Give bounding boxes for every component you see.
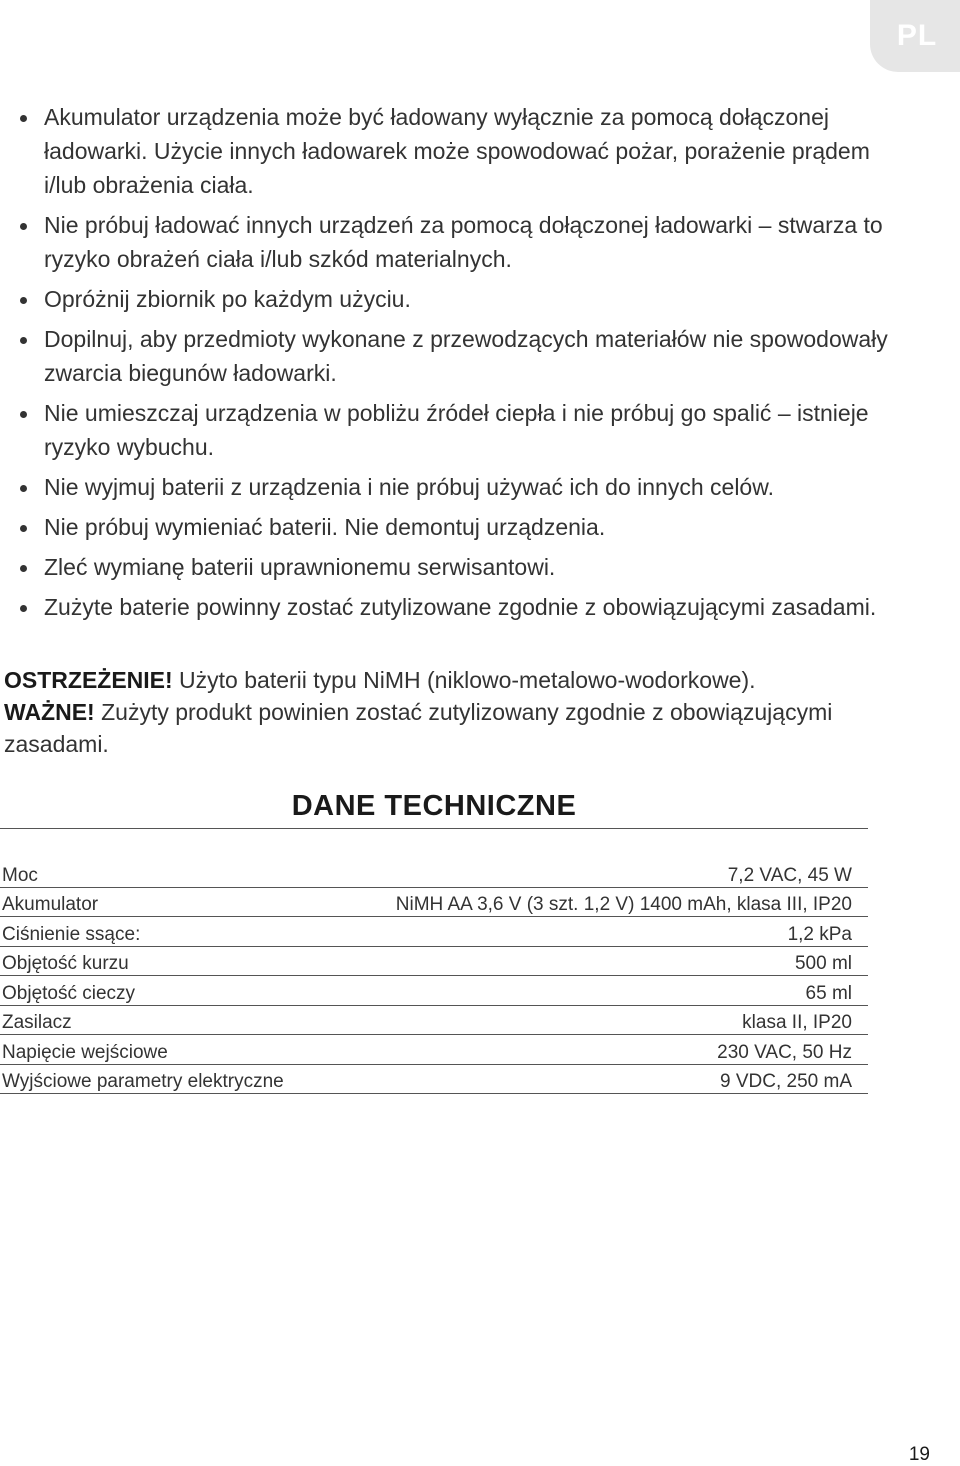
bullet-item xyxy=(0,322,900,390)
spec-label: Napięcie wejściowe xyxy=(2,1041,168,1063)
bullet-text: Akumulator urządzenia może być ładowany wyłącznie za pomocą dołączonej ładowarki. Użycie innych ładowarek może spowodować pożar, porażenie prądem i/lub obrażenia ciała. xyxy=(44,104,870,198)
bullet-text: Zużyte baterie powinny zostać zutylizowane zgodnie z obowiązującymi zasadami. xyxy=(44,594,877,620)
bullet-text: Opróżnij zbiornik po każdym użyciu. xyxy=(44,286,411,312)
spec-value: 230 VAC, 50 Hz xyxy=(717,1041,852,1063)
spec-row xyxy=(0,917,868,947)
page-number: 19 xyxy=(908,1444,930,1465)
warning-text: Użyto baterii typu NiMH (niklowo-metalowo-wodorkowe). xyxy=(172,667,756,693)
spec-row xyxy=(0,1035,868,1065)
spec-value: 500 ml xyxy=(794,953,852,974)
bullet-item xyxy=(0,100,900,202)
bullet-text: Nie próbuj wymieniać baterii. Nie demontuj urządzenia. xyxy=(44,514,606,540)
important-text: Zużyty produkt powinien zostać zutylizowany zgodnie z obowiązującymi zasadami. xyxy=(4,699,833,757)
spec-label: Zasilacz xyxy=(2,1012,72,1033)
spec-value: 65 ml xyxy=(805,982,852,1004)
important-label: WAŻNE! xyxy=(4,699,95,725)
spec-label: Ciśnienie ssące: xyxy=(2,923,141,945)
spec-value: klasa II, IP20 xyxy=(742,1012,852,1033)
language-tab xyxy=(870,0,960,72)
notes-block xyxy=(4,664,884,760)
spec-value: NiMH AA 3,6 V (3 szt. 1,2 V) 1400 mAh, klasa III, IP20 xyxy=(395,894,852,915)
spec-label: Akumulator xyxy=(2,894,99,915)
bullet-text: Nie wyjmuj baterii z urządzenia i nie próbuj używać ich do innych celów. xyxy=(44,474,774,500)
spec-table xyxy=(0,858,868,1094)
bullet-dot-icon xyxy=(20,605,27,612)
bullet-item xyxy=(0,282,900,316)
bullet-text: Nie umieszczaj urządzenia w pobliżu źródeł ciepła i nie próbuj go spalić – istnieje ryzyko wybuchu. xyxy=(44,400,869,460)
spec-value: 7,2 VAC, 45 W xyxy=(727,864,852,886)
bullet-dot-icon xyxy=(20,223,27,230)
important-note xyxy=(4,696,884,760)
bullet-dot-icon xyxy=(20,115,27,122)
spec-row xyxy=(0,888,868,918)
spec-row xyxy=(0,858,868,888)
bullet-item xyxy=(0,208,900,276)
spec-title-divider xyxy=(0,828,868,829)
spec-row xyxy=(0,947,868,977)
spec-label: Objętość cieczy xyxy=(2,982,136,1004)
bullet-dot-icon xyxy=(20,525,27,532)
language-tab-label: PL xyxy=(896,19,938,52)
warning-note xyxy=(4,664,884,696)
spec-row xyxy=(0,976,868,1006)
bullet-dot-icon xyxy=(20,485,27,492)
bullet-dot-icon xyxy=(20,297,27,304)
spec-label: Wyjściowe parametry elektryczne xyxy=(2,1071,284,1092)
spec-row xyxy=(0,1065,868,1095)
bullet-item xyxy=(0,550,900,584)
bullet-dot-icon xyxy=(20,337,27,344)
bullet-item xyxy=(0,510,900,544)
bullet-text: Dopilnuj, aby przedmioty wykonane z przewodzących materiałów nie spowodowały zwarcia biegunów ładowarki. xyxy=(44,326,888,386)
bullet-item xyxy=(0,396,900,464)
bullet-dot-icon xyxy=(20,411,27,418)
bullet-text: Nie próbuj ładować innych urządzeń za pomocą dołączonej ładowarki – stwarza to ryzyko obrażeń ciała i/lub szkód materialnych. xyxy=(44,212,883,272)
spec-value: 1,2 kPa xyxy=(787,923,852,945)
warning-label: OSTRZEŻENIE! xyxy=(4,667,173,693)
bullet-dot-icon xyxy=(20,565,27,572)
spec-section-title: DANE TECHNICZNE xyxy=(291,790,577,822)
bullet-item xyxy=(0,470,900,504)
bullet-text: Zleć wymianę baterii uprawnionemu serwisantowi. xyxy=(44,554,556,580)
spec-row xyxy=(0,1006,868,1036)
spec-value: 9 VDC, 250 mA xyxy=(720,1071,852,1092)
safety-bullet-list xyxy=(0,100,900,630)
spec-label: Objętość kurzu xyxy=(2,953,129,974)
spec-label: Moc xyxy=(2,864,38,886)
bullet-item xyxy=(0,590,900,624)
